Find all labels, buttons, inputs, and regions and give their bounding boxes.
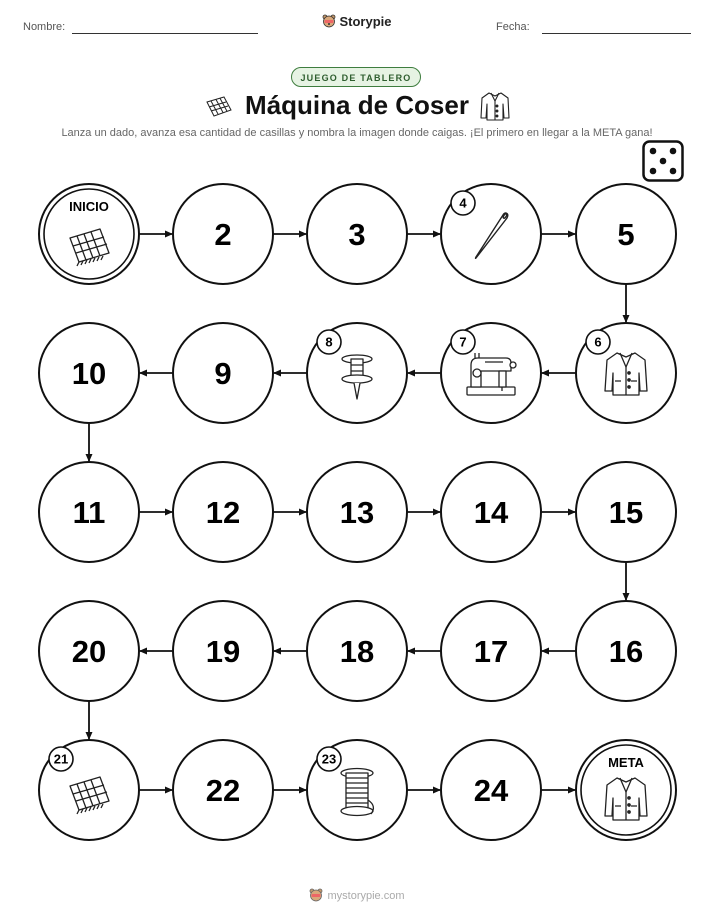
bear-mascot-icon bbox=[309, 888, 323, 902]
board-space[interactable] bbox=[173, 323, 273, 423]
space-number: 3 bbox=[348, 217, 366, 252]
space-number: 4 bbox=[459, 195, 467, 211]
start-space[interactable] bbox=[39, 184, 139, 284]
date-label: Fecha: bbox=[496, 21, 530, 33]
space-number: 18 bbox=[339, 634, 375, 669]
board-space[interactable] bbox=[173, 462, 273, 562]
board-space[interactable] bbox=[576, 601, 676, 701]
space-number: 2 bbox=[214, 217, 232, 252]
board-space[interactable] bbox=[173, 601, 273, 701]
space-number: 12 bbox=[205, 495, 241, 530]
space-number: 24 bbox=[473, 773, 509, 808]
space-number: 20 bbox=[71, 634, 107, 669]
space-number: 13 bbox=[339, 495, 375, 530]
space-number: 15 bbox=[608, 495, 644, 530]
board-space[interactable] bbox=[307, 462, 407, 562]
board-space[interactable] bbox=[441, 740, 541, 840]
space-number: 11 bbox=[72, 495, 106, 530]
space-number: 17 bbox=[473, 634, 509, 669]
board-space[interactable] bbox=[576, 323, 676, 423]
board-space[interactable] bbox=[39, 462, 139, 562]
space-number: 23 bbox=[321, 751, 337, 767]
thread-spool-icon bbox=[341, 769, 373, 816]
board-space[interactable] bbox=[441, 462, 541, 562]
board-space[interactable] bbox=[307, 601, 407, 701]
name-label: Nombre: bbox=[23, 21, 66, 33]
board-space[interactable] bbox=[39, 323, 139, 423]
board-space[interactable] bbox=[441, 601, 541, 701]
finish-space[interactable] bbox=[576, 740, 676, 840]
start-label: INICIO bbox=[69, 199, 109, 214]
space-number: 21 bbox=[53, 751, 69, 767]
board-space[interactable] bbox=[307, 323, 407, 423]
brand-name: Storypie bbox=[339, 14, 392, 29]
finish-label: META bbox=[608, 755, 644, 770]
board-space[interactable] bbox=[173, 740, 273, 840]
jacket-icon bbox=[605, 778, 647, 820]
footer bbox=[0, 888, 714, 902]
game-type-badge: JUEGO DE TABLERO bbox=[291, 67, 421, 87]
space-number: 22 bbox=[205, 773, 241, 808]
space-number: 6 bbox=[594, 334, 602, 350]
board-space[interactable] bbox=[173, 184, 273, 284]
space-number: 14 bbox=[473, 495, 509, 530]
space-number: 7 bbox=[459, 334, 467, 350]
board-space[interactable] bbox=[576, 462, 676, 562]
board-space[interactable] bbox=[307, 740, 407, 840]
jacket-icon bbox=[605, 353, 647, 395]
board-space[interactable] bbox=[307, 184, 407, 284]
board-space[interactable] bbox=[441, 184, 541, 284]
board-space[interactable] bbox=[39, 601, 139, 701]
board-space[interactable] bbox=[39, 740, 139, 840]
page-title: Máquina de Coser bbox=[245, 90, 469, 120]
space-number: 9 bbox=[214, 356, 232, 391]
space-number: 16 bbox=[608, 634, 644, 669]
footer-url[interactable]: mystorypie.com bbox=[327, 890, 405, 902]
board-space[interactable] bbox=[441, 323, 541, 423]
space-number: 5 bbox=[617, 217, 635, 252]
space-number: 8 bbox=[325, 334, 333, 350]
space-number: 19 bbox=[205, 634, 241, 669]
board-space[interactable] bbox=[576, 184, 676, 284]
space-number: 10 bbox=[71, 356, 107, 391]
instructions: Lanza un dado, avanza esa cantidad de casillas y nombra la imagen donde caigas. ¡El primero en llegar a la META gana! bbox=[61, 127, 653, 139]
